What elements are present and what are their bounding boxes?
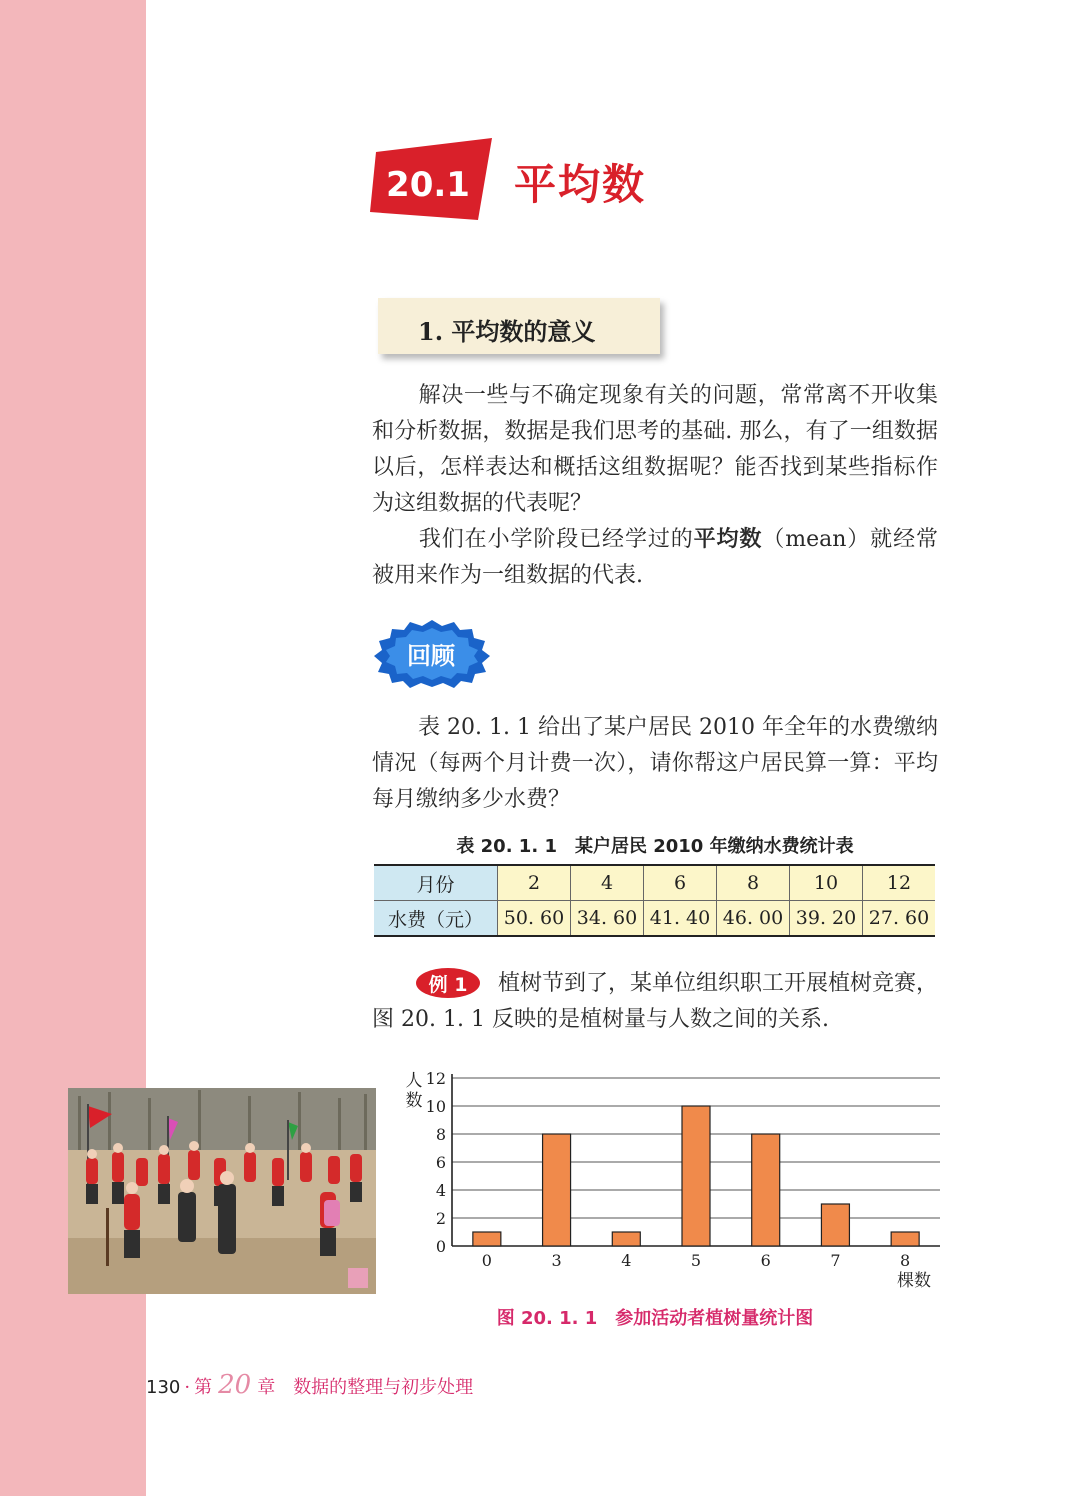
section-title: 平均数 (514, 160, 647, 209)
review-paragraph (372, 710, 938, 818)
table-cell: 27. 60 (863, 901, 936, 937)
chart-x-axis-label: 棵数 (897, 1271, 931, 1291)
table-caption: 表 20. 1. 1 某户居民 2010 年缴纳水费统计表 (456, 836, 854, 857)
chart-x-tick-label: 4 (621, 1251, 632, 1270)
table-cell: 34. 60 (571, 901, 644, 937)
chart-bars (473, 1106, 919, 1246)
subsection-title: 1. 平均数的意义 (418, 317, 596, 346)
chart-y-tick-label: 0 (435, 1237, 446, 1256)
chapter-title: 数据的整理与初步处理 (293, 1377, 474, 1398)
table-cell: 2 (498, 865, 571, 901)
table-cell: 46. 00 (717, 901, 790, 937)
chart-bar-3 (543, 1134, 571, 1246)
example-text: 植树节到了，某单位组织职工开展植树竞赛，图 20. 1. 1 反映的是植树量与人数之间的关系. (372, 971, 939, 1032)
table-cell: 4 (571, 865, 644, 901)
page-number: 130 (146, 1377, 181, 1398)
chart-y-tick-label: 8 (435, 1125, 446, 1144)
chart-x-tick-label: 5 (690, 1251, 702, 1270)
table-row-fees (374, 901, 935, 937)
chart-x-ticks (482, 1251, 910, 1270)
example-label: 例 1 (428, 974, 468, 996)
figure-caption: 图 20. 1. 1 参加活动者植树量统计图 (496, 1308, 814, 1329)
table-cell: 50. 60 (498, 901, 571, 937)
term-mean: 平均数 (693, 527, 763, 552)
intro-paragraph-1 (372, 378, 938, 522)
chart-x-tick-label: 7 (830, 1251, 841, 1270)
table-cell: 6 (644, 865, 717, 901)
chart-bar-0 (473, 1232, 501, 1246)
water-fee-table (374, 864, 935, 937)
table-header-fee: 水费（元） (374, 901, 498, 937)
page-footer (146, 1370, 473, 1400)
chart-bar-4 (612, 1232, 640, 1246)
table-cell: 10 (790, 865, 863, 901)
chapter-prefix: 第 (194, 1377, 213, 1398)
chart-y-tick-label: 2 (435, 1209, 446, 1228)
table-cell: 39. 20 (790, 901, 863, 937)
section-number-badge (370, 138, 494, 220)
chapter-number: 20 (218, 1370, 252, 1400)
intro-text-2-pre: 我们在小学阶段已经学过的 (418, 527, 694, 552)
intro-text-1: 解决一些与不确定现象有关的问题，常常离不开收集和分析数据，数据是我们思考的基础. 那么，有了一组数据以后，怎样表达和概括这组数据呢？能否找到某些指标作为这组数据的代表呢？ (372, 383, 938, 516)
chart-y-axis-label: 人 (405, 1071, 423, 1091)
table-cell: 12 (863, 865, 936, 901)
table-header-month: 月份 (374, 865, 498, 901)
table-row-months (374, 865, 935, 901)
review-text: 表 20. 1. 1 给出了某户居民 2010 年全年的水费缴纳情况（每两个月计费一次），请你帮这户居民算一算：平均每月缴纳多少水费？ (372, 715, 938, 812)
chart-x-tick-label: 6 (760, 1251, 771, 1270)
chart-bar-8 (891, 1232, 919, 1246)
table-cell: 8 (717, 865, 790, 901)
review-label: 回顾 (407, 642, 455, 670)
chapter-suffix: 章 (257, 1377, 276, 1398)
table-cell: 41. 40 (644, 901, 717, 937)
chart-y-tick-label: 10 (425, 1097, 446, 1116)
chart-x-tick-label: 3 (551, 1251, 562, 1270)
intro-paragraph-2 (372, 522, 938, 594)
footer-dot: · (184, 1377, 191, 1398)
chart-y-ticks (426, 1069, 446, 1256)
tree-planting-photo (68, 1088, 376, 1294)
chart-y-tick-label: 12 (425, 1069, 446, 1088)
chart-y-tick-label: 4 (435, 1181, 446, 1200)
section-number: 20.1 (386, 165, 470, 205)
chart-y-axis-label: 数 (405, 1091, 423, 1111)
tree-planting-bar-chart (396, 1068, 956, 1300)
chart-y-tick-label: 6 (435, 1153, 446, 1172)
chart-bar-5 (682, 1106, 710, 1246)
chart-bar-6 (752, 1134, 780, 1246)
intro-text-2-post: （mean）就经常被用来作为一组数据的代表. (372, 527, 938, 588)
chart-x-tick-label: 0 (481, 1251, 492, 1270)
example-paragraph (372, 966, 938, 1038)
chart-bar-7 (821, 1204, 849, 1246)
chart-x-tick-label: 8 (900, 1251, 911, 1270)
